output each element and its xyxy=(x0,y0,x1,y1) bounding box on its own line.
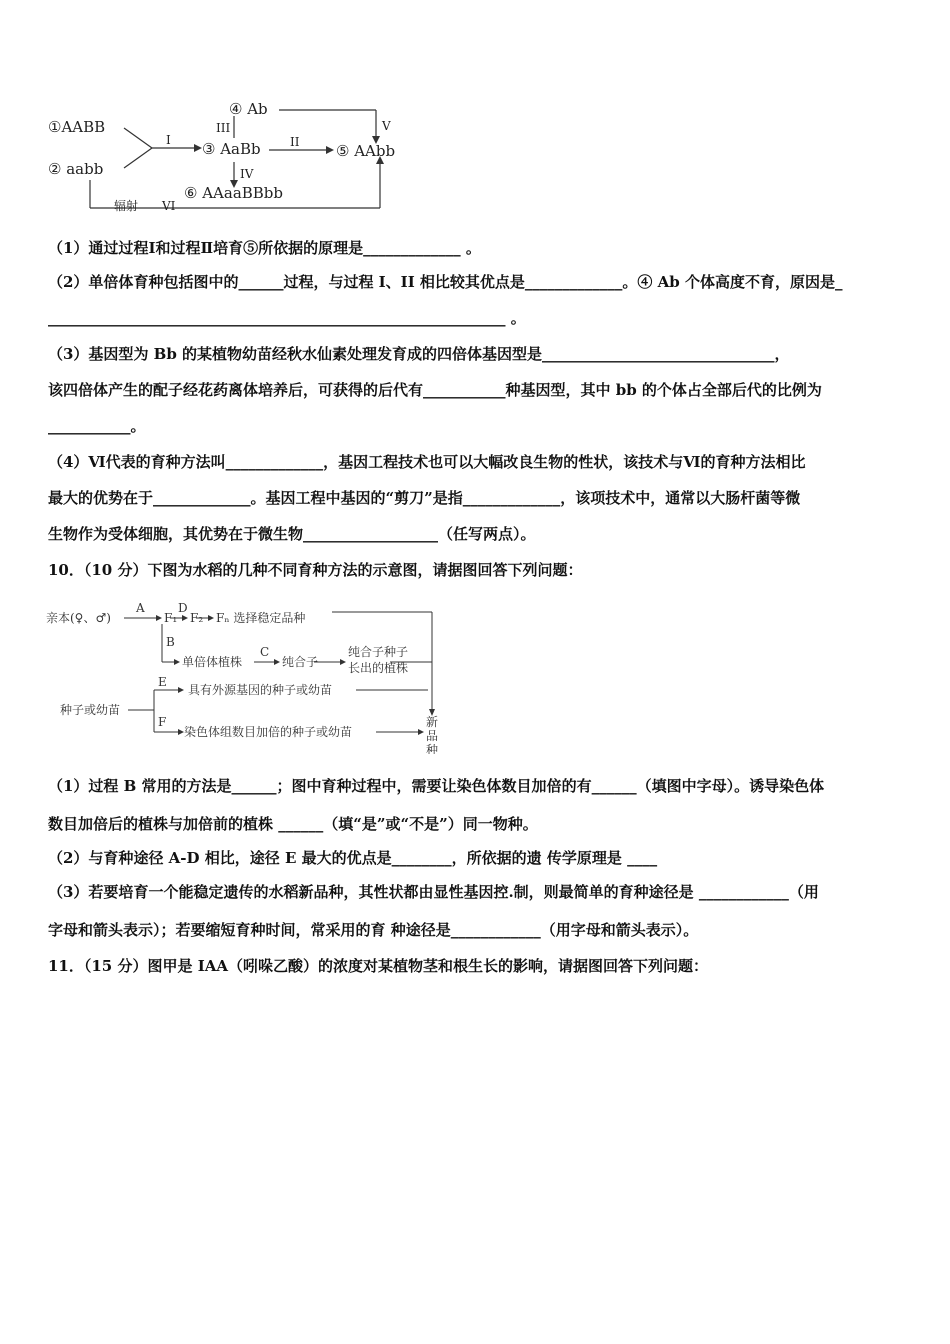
node4-label: ④ Ab xyxy=(229,100,268,118)
label-A: A xyxy=(136,601,145,615)
label-I: I xyxy=(166,133,171,147)
q9-part2-line1: （2）单倍体育种包括图中的______过程，与过程 I、II 相比较其优点是_____________。④ Ab 个体高度不育，原因是_ xyxy=(48,273,843,291)
q10-part3-line2: 字母和箭头表示）；若要缩短育种时间，常采用的育 种途径是____________（用字母和箭头表示）。 xyxy=(48,921,699,939)
label-II: II xyxy=(290,135,300,149)
node6-label: ⑥ AAaaBBbb xyxy=(184,184,284,202)
pure-seed-label-2: 长出的植株 xyxy=(348,661,409,675)
q9-part3-line3: ___________。 xyxy=(48,417,146,435)
q10-part1-line2: 数目加倍后的植株与加倍前的植株 ______（填“是”或“不是”）同一物种。 xyxy=(48,815,538,833)
label-III: III xyxy=(216,121,231,135)
label-IV: IV xyxy=(240,167,254,181)
node3-label: ③ AaBb xyxy=(202,140,261,158)
q9-part4-line1: （4）Ⅵ代表的育种方法叫_____________，基因工程技术也可以大幅改良生物的性状，该技术与Ⅵ的育种方法相比 xyxy=(48,453,806,471)
q9-part3-line1: （3）基因型为 Bb 的某植物幼苗经秋水仙素处理发育成的四倍体基因型是_______________________________， xyxy=(48,345,790,363)
q9-part4-line3: 生物作为受体细胞，其优势在于微生物__________________（任写两点）。 xyxy=(48,525,536,543)
label-VI: VI xyxy=(162,199,176,213)
q10-part3-line1: （3）若要培育一个能稳定遗传的水稻新品种，其性状都由显性基因控.制，则最简单的育种途径是 ____________（用 xyxy=(48,883,819,901)
f2-label: F₂ xyxy=(190,611,204,625)
fn-label: Fₙ 选择稳定品种 xyxy=(216,611,306,625)
label-F: F xyxy=(158,715,167,729)
f1-label: F₁ xyxy=(164,611,178,625)
new-variety-label-3: 种 xyxy=(426,743,439,754)
label-E: E xyxy=(158,675,167,689)
q10-part2: （2）与育种途径 A-D 相比，途径 E 最大的优点是________，所依据的遗 传学原理是 ____ xyxy=(48,849,658,867)
foreign-gene-label: 具有外源基因的种子或幼苗 xyxy=(188,683,333,697)
label-B: B xyxy=(166,635,175,649)
breeding-diagram-2 xyxy=(44,594,464,754)
node5-label: ⑤ AAbb xyxy=(336,142,396,160)
new-variety-label-1: 新 xyxy=(426,715,439,729)
q9-part3-line2: 该四倍体产生的配子经花药离体培养后，可获得的后代有___________种基因型，其中 bb 的个体占全部后代的比例为 xyxy=(48,381,822,399)
q9-part1: （1）通过过程Ⅰ和过程Ⅱ培育⑤所依据的原理是_____________ 。 xyxy=(48,239,481,257)
label-C: C xyxy=(260,645,270,659)
parents-label: 亲本(♀、♂) xyxy=(46,611,111,625)
parent2-label: ② aabb xyxy=(48,160,104,178)
label-V: V xyxy=(382,119,391,133)
doubled-chromosome-label: 染色体组数目加倍的种子或幼苗 xyxy=(184,725,353,739)
new-variety-label-2: 品 xyxy=(426,729,439,743)
breeding-diagram-1 xyxy=(44,98,424,218)
q9-part2-line2: _____________________________________________________________ 。 xyxy=(48,309,526,327)
haploid-label: 单倍体植株 xyxy=(182,655,243,669)
q9-part4-line2: 最大的优势在于_____________。基因工程中基因的“剪刀”是指_____________，该项技术中，通常以大肠杆菌等微 xyxy=(48,489,801,507)
label-D: D xyxy=(178,601,188,615)
q10-title: 10．（10 分）下图为水稻的几种不同育种方法的示意图，请据图回答下列问题： xyxy=(48,561,583,579)
parent1-label: ①AABB xyxy=(48,118,106,136)
pure-label: 纯合子 xyxy=(282,655,319,669)
q11-title: 11．（15 分）图甲是 IAA（吲哚乙酸）的浓度对某植物茎和根生长的影响，请据图回答下列问题： xyxy=(48,957,708,975)
pure-seed-label-1: 纯合子种子 xyxy=(348,645,409,659)
q10-part1-line1: （1）过程 B 常用的方法是______；图中育种过程中，需要让染色体数目加倍的有______（填图中字母）。诱导染色体 xyxy=(48,777,825,795)
seed-label: 种子或幼苗 xyxy=(60,703,121,717)
label-radiation: 辐射 xyxy=(114,199,139,213)
